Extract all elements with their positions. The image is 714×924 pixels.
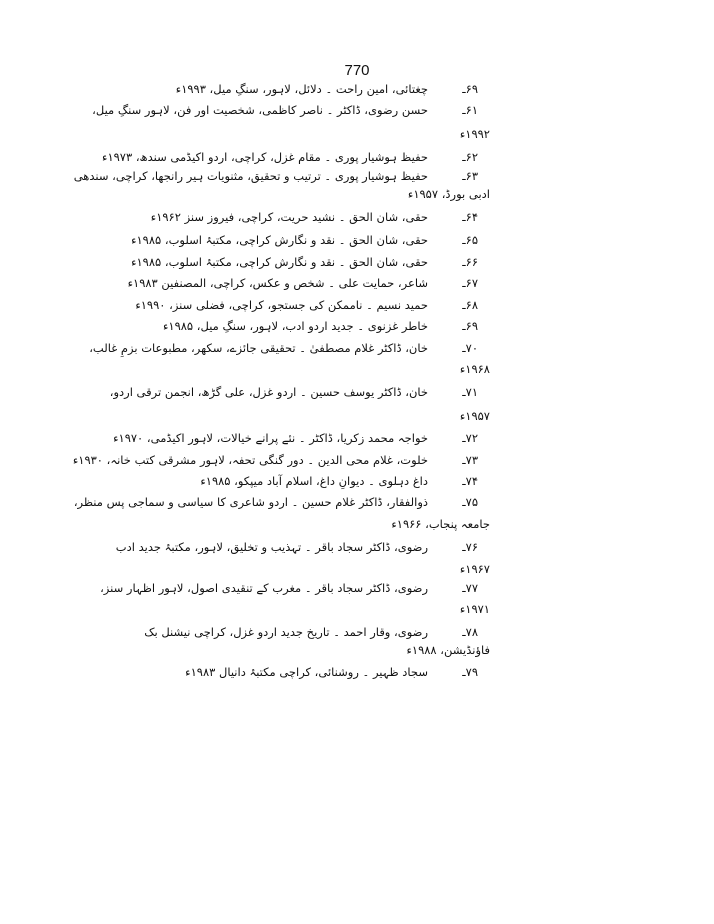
entry-text: ۱۹۹۲ء — [459, 127, 490, 141]
entry-number: ۶۵ـ — [462, 233, 478, 247]
entry-number: ۷۷ـ — [462, 581, 478, 595]
entry-number: ۷۸ـ — [462, 625, 478, 639]
entry-number: ۷۹ـ — [462, 665, 478, 679]
entry-number: ۷۱ـ — [462, 385, 478, 399]
entry-number: ۶۱ـ — [462, 103, 478, 117]
entry-text: رضوی، وقار احمد ۔ تاریخ جدید اردو غزل، کراچی نیشنل بک — [144, 625, 428, 639]
entry-text: خان، ڈاکٹر یوسف حسین ۔ اردو غزل، علی گڑھ، انجمن ترقی اردو، — [109, 385, 428, 399]
entry-text: حقی، شان الحق ۔ نشید حریت، کراچی، فیروز سنز ۱۹۶۲ء — [150, 210, 428, 224]
entry-number: ۷۶ـ — [462, 540, 478, 554]
entry-number: ۶۸ـ — [462, 298, 478, 312]
entry-number: ۷۲ـ — [462, 431, 478, 445]
entry-text: حقی، شان الحق ۔ نقد و نگارش کراچی، مکتبۂ اسلوب، ۱۹۸۵ء — [131, 255, 428, 269]
entry-text: حسن رضوی، ڈاکٹر ۔ ناصر کاظمی، شخصیت اور فن، لاہور سنگِ میل، — [92, 103, 428, 117]
entry-text: داغ دہلوی ۔ دیوانِ داغ، اسلام آباد میپکو، ۱۹۸۵ء — [200, 474, 428, 488]
entry-number: ۶۶ـ — [462, 255, 478, 269]
entry-text: حمید نسیم ۔ ناممکن کی جستجو، کراچی، فضلی سنز، ۱۹۹۰ء — [135, 298, 428, 312]
entry-text: ادبی بورڈ، ۱۹۵۷ء — [407, 187, 490, 201]
entry-text: ۱۹۶۷ء — [459, 562, 490, 576]
entry-text: چغتائی، امین راحت ۔ دلائل، لاہور، سنگِ میل، ۱۹۹۳ء — [175, 82, 428, 96]
entry-number: ۶۷ـ — [462, 276, 478, 290]
entry-text: جامعہ پنجاب، ۱۹۶۶ء — [391, 517, 490, 531]
entry-number: ۶۹ـ — [462, 82, 478, 96]
entry-text: سجاد ظہیر ۔ روشنائی، کراچی مکتبۂ دانیال ۱۹۸۳ء — [185, 665, 428, 679]
entry-text: خان، ڈاکٹر غلام مصطفیٰ ۔ تحقیقی جائزے، سکھر، مطبوعات بزمِ غالب، — [89, 341, 428, 355]
entry-text: حقی، شان الحق ۔ نقد و نگارش کراچی، مکتبۂ اسلوب، ۱۹۸۵ء — [131, 233, 428, 247]
entry-text: ۱۹۷۱ء — [459, 602, 490, 616]
entry-number: ۷۴ـ — [462, 474, 478, 488]
entry-number: ۶۳ـ — [462, 169, 478, 183]
entry-number: ۶۲ـ — [462, 150, 478, 164]
entry-number: ۷۰ـ — [462, 341, 478, 355]
entry-text: فاؤنڈیشن، ۱۹۸۸ء — [406, 643, 490, 657]
entry-number: ۷۳ـ — [462, 453, 478, 467]
entry-text: ذوالفقار، ڈاکٹر غلام حسین ۔ اردو شاعری کا سیاسی و سماجی پس منظر، — [73, 495, 428, 509]
entry-text: خاطر غزنوی ۔ جدید اردو ادب، لاہور، سنگِ میل، ۱۹۸۵ء — [162, 319, 428, 333]
entry-text: شاعر، حمایت علی ۔ شخص و عکس، کراچی، المصنفین ۱۹۸۳ء — [127, 276, 428, 290]
entry-number: ۷۵ـ — [462, 495, 478, 509]
entry-text: حفیظ ہوشیار پوری ۔ مقام غزل، کراچی، اردو اکیڈمی سندھ، ۱۹۷۳ء — [102, 150, 428, 164]
entry-number: ۶۴ـ — [462, 210, 478, 224]
entry-text: رضوی، ڈاکٹر سجاد باقر ۔ تہذیب و تخلیق، لاہور، مکتبۂ جدید ادب — [115, 540, 428, 554]
entry-text: ۱۹۵۷ء — [459, 409, 490, 423]
entry-text: رضوی، ڈاکٹر سجاد باقر ۔ مغرب کے تنقیدی اصول، لاہور اظہار سنز، — [100, 581, 428, 595]
entry-text: حفیظ ہوشیار پوری ۔ ترتیب و تحقیق، مثنویات ہیر رانجھا، کراچی، سندھی — [73, 169, 428, 183]
page-number: 770 — [344, 62, 370, 79]
entry-number: ۶۹ـ — [462, 319, 478, 333]
entry-text: خلوت، غلام محی الدین ۔ دور گنگی تحفہ، لاہور مشرقی کتب خانہ، ۱۹۳۰ء — [72, 453, 428, 467]
entry-text: ۱۹۶۸ء — [459, 362, 490, 376]
entry-text: خواجہ محمد زکریا، ڈاکٹر ۔ نئے پرانے خیالات، لاہور اکیڈمی، ۱۹۷۰ء — [113, 431, 428, 445]
